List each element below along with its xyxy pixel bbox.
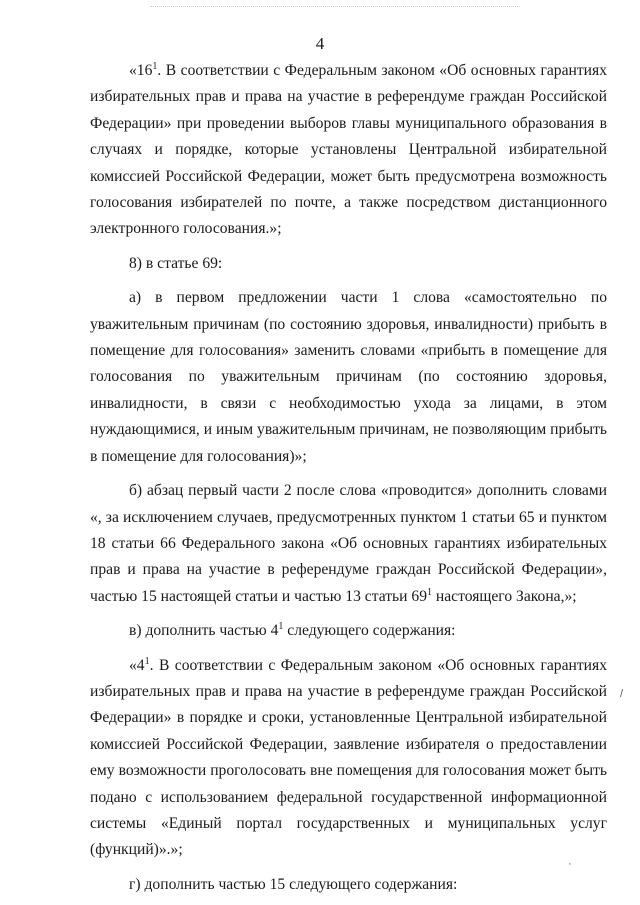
- paragraph-subitem-b: б) абзац первый части 2 после слова «проводится» дополнить словами «, за исключением случаев, предусмотренных пунктом 1 статьи 65 и пунктом 18 статьи 66 Федерального закона «Об основных гарантиях избирательных прав и права на участие в референдуме граждан Российской Федерации», частью 15 настоящей статьи и частью 13 статьи $69^1$ настоящего Закона,»;: [90, 482, 607, 605]
- scan-mark: ·: [568, 858, 572, 870]
- paragraph-article-16-1: «$16^1$. В соответствии с Федеральным законом «Об основных гарантиях избирательных прав и права на участие в референдуме граждан Российской Федерации» при проведении выборов главы муниципального образования в случаях и порядке, которые установлены Центральной избирательной комиссией Российской Федерации, может быть предусмотрена возможность голосования избирателей по почте, а также посредством дистанционного электронного голосования.»;: [90, 61, 607, 238]
- paragraph-subitem-a: а) в первом предложении части 1 слова «самостоятельно по уважительным причинам (по состоянию здоровья, инвалидности) прибыть в помещение для голосования» заменить словами «прибыть в помещение для голосования по уважительным причинам (по состоянию здоровья, инвалидности, в связи с необходимостью ухода за лицами, в этом нуждающимися, и иным уважительным причинам, не позволяющим прибыть в помещение для голосования)»;: [90, 289, 607, 465]
- page-number: 4: [315, 34, 325, 53]
- paragraph-subitem-v: в) дополнить частью $4^1$ следующего содержания:: [129, 621, 456, 640]
- scan-mark: /: [620, 688, 624, 700]
- document-body: [90, 58, 607, 898]
- paragraph-subitem-g: г) дополнить частью 15 следующего содержания:: [129, 875, 458, 893]
- scan-header-artifact: [150, 6, 520, 9]
- paragraph-part-4-1: «$4^1$. В соответствии с Федеральным законом «Об основных гарантиях избирательных прав и права на участие в референдуме граждан Российской Федерации» в порядке и сроки, установленные Центральной избирательной комиссией Российской Федерации, заявление избирателя о предоставлении ему возможности проголосовать вне помещения для голосования может быть подано с использованием федеральной государственной информационной системы «Единый портал государственных и муниципальных услуг (функций)».»;: [90, 655, 607, 859]
- paragraph-item-8: 8) в статье 69:: [129, 254, 223, 272]
